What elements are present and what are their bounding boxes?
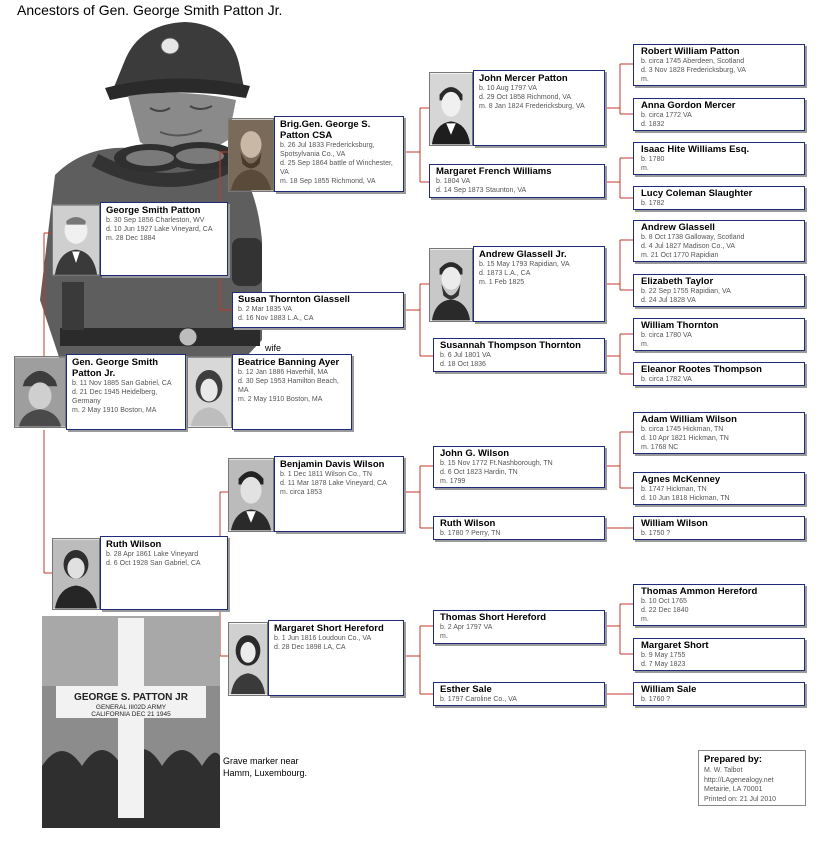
- person-name: Ruth Wilson: [106, 539, 162, 550]
- person-death: d. 28 Dec 1898 LA, CA: [274, 644, 346, 651]
- person-death: d. 18 Oct 1836: [440, 361, 486, 368]
- person-death: d. 3 Nov 1828 Fredericksburg, VA: [641, 67, 746, 74]
- person-marriage: m.: [440, 633, 448, 640]
- page-title: Ancestors of Gen. George Smith Patton Jr.: [17, 2, 283, 18]
- person-death: d. 10 Jun 1818 Hickman, TN: [641, 495, 730, 502]
- person-birth: b. 28 Apr 1861 Lake Vineyard: [106, 551, 199, 558]
- person-marriage: m. 21 Oct 1770 Rapidian: [641, 252, 719, 259]
- person-birth: b. circa 1772 VA: [641, 112, 692, 119]
- person-name: Margaret Short: [641, 640, 709, 651]
- person-birth: b. 15 Nov 1772 Ft.Nashborough, TN: [440, 460, 553, 467]
- person-box-eleanor[interactable]: [633, 362, 805, 386]
- prepared-by-location: Metairie, LA 70001: [704, 786, 763, 793]
- person-birth: b. 12 Jan 1886 Haverhill, MA: [238, 369, 328, 376]
- person-name: Eleanor Rootes Thompson: [641, 364, 762, 375]
- person-box-william-wilson[interactable]: [633, 516, 805, 540]
- person-box-william-thornton[interactable]: [633, 318, 805, 351]
- person-birth: b. 1750 ?: [641, 530, 671, 537]
- person-birth: b. 9 May 1755: [641, 652, 686, 659]
- person-box-isaac[interactable]: [633, 142, 805, 175]
- person-name: Agnes McKenney: [641, 474, 721, 485]
- person-box-lucy[interactable]: [633, 186, 805, 210]
- person-death: d. 24 Jul 1828 VA: [641, 297, 696, 304]
- person-box-george-smith[interactable]: [100, 202, 228, 276]
- wife-label: wife: [265, 343, 282, 353]
- person-box-agnes[interactable]: [633, 472, 805, 505]
- person-birth: b. 11 Nov 1885 San Gabriel, CA: [72, 380, 172, 387]
- person-name: Margaret Short Hereford: [274, 623, 384, 634]
- person-birth: b. 22 Sep 1755 Rapidian, VA: [641, 288, 731, 295]
- person-death: d. 14 Sep 1873 Staunton, VA: [436, 187, 527, 194]
- person-marriage: m. 2 May 1910 Boston, MA: [72, 407, 157, 414]
- person-box-thomas-ammon[interactable]: [633, 584, 805, 626]
- person-birth: b. 1780 ? Perry, TN: [440, 530, 501, 537]
- portrait-photo: [228, 458, 274, 532]
- portrait-photo: [52, 204, 100, 276]
- person-box-susannah[interactable]: [433, 338, 605, 372]
- portrait-photo: [429, 72, 473, 146]
- person-birth: b. circa 1782 VA: [641, 376, 692, 383]
- person-box-margaret-short[interactable]: [633, 638, 805, 671]
- person-name: Andrew Glassell: [641, 222, 715, 233]
- person-death: d. 10 Jun 1927 Lake Vineyard, CA: [106, 226, 213, 233]
- prepared-by-website: http://LAgenealogy.net: [704, 776, 774, 784]
- person-death: d. 6 Oct 1823 Hardin, TN: [440, 469, 518, 476]
- person-name: William Wilson: [641, 518, 708, 529]
- person-box-elizabeth[interactable]: [633, 274, 805, 307]
- grave-inscription-rank: GENERAL III02D ARMY: [95, 704, 167, 711]
- person-birth: b. 6 Jul 1801 VA: [440, 352, 491, 359]
- person-death: d. 11 Mar 1878 Lake Vineyard, CA: [280, 480, 387, 487]
- person-birth: b. 1780: [641, 156, 665, 163]
- person-name: Isaac Hite Williams Esq.: [641, 144, 750, 155]
- person-box-john-g-wilson[interactable]: [433, 446, 605, 488]
- person-box-margaret-hereford[interactable]: [268, 620, 404, 696]
- person-birth: b. 8 Oct 1738 Galloway, Scotland: [641, 234, 745, 241]
- person-birth: b. 30 Sep 1856 Charleston, WV: [106, 217, 205, 224]
- person-name: George Smith Patton: [106, 205, 201, 216]
- person-box-margaret-williams[interactable]: [429, 164, 605, 198]
- prepared-by-author: M. W. Talbot: [704, 767, 743, 774]
- person-birth: b. 1747 Hickman, TN: [641, 486, 707, 493]
- person-birth: b. circa 1780 VA: [641, 332, 692, 339]
- portrait-photo: [228, 118, 274, 192]
- person-death: d. 7 May 1823: [641, 661, 686, 668]
- person-birth: b. circa 1745 Aberdeen, Scotland: [641, 58, 745, 65]
- person-death: d. 22 Dec 1840: [641, 607, 689, 614]
- person-marriage: m. 28 Dec 1884: [106, 235, 156, 242]
- person-name: William Sale: [641, 684, 697, 695]
- person-box-robert[interactable]: [633, 44, 805, 86]
- person-death: d. 10 Apr 1821 Hickman, TN: [641, 435, 729, 442]
- person-marriage: m. 18 Sep 1855 Richmond, VA: [280, 178, 376, 185]
- person-marriage: m.: [641, 76, 649, 83]
- person-birth: b. 1 Dec 1811 Wilson Co., TN: [280, 471, 372, 478]
- person-marriage: m. 2 May 1910 Boston, MA: [238, 396, 323, 403]
- person-marriage: m. circa 1853: [280, 489, 323, 496]
- person-marriage: m. 1768 NC: [641, 444, 679, 451]
- person-marriage: m.: [641, 165, 649, 172]
- person-name: Thomas Ammon Hereford: [641, 586, 758, 597]
- portrait-photo: [14, 356, 66, 428]
- person-death: d. 1873 L.A., CA: [479, 270, 531, 277]
- portrait-photo: [187, 356, 232, 428]
- grave-caption-line-2: Hamm, Luxembourg.: [223, 768, 308, 778]
- person-death: d. 16 Nov 1883 L.A., CA: [238, 315, 314, 322]
- person-box-anna[interactable]: [633, 98, 805, 131]
- person-box-thomas-short[interactable]: [433, 610, 605, 644]
- person-death: d. 25 Sep 1864 battle of Winchester, VA: [280, 160, 393, 176]
- person-box-patton-jr[interactable]: [66, 354, 186, 430]
- person-name: Thomas Short Hereford: [440, 612, 547, 623]
- person-birth: b. 1760 ?: [641, 696, 671, 703]
- person-name: Anna Gordon Mercer: [641, 100, 736, 111]
- person-box-susan-glassell[interactable]: [232, 292, 404, 328]
- person-box-esther-sale[interactable]: [433, 682, 605, 706]
- person-marriage: m. 8 Jan 1824 Fredericksburg, VA: [479, 103, 585, 110]
- person-box-beatrice[interactable]: [232, 354, 352, 430]
- person-box-adam[interactable]: [633, 412, 805, 454]
- grave-inscription-name: GEORGE S. PATTON JR: [74, 692, 188, 703]
- person-birth: b. 10 Oct 1765: [641, 598, 687, 605]
- person-name: William Thornton: [641, 320, 719, 331]
- person-box-ruth-wilson[interactable]: [100, 536, 228, 610]
- grave-inscription-date: CALIFORNIA DEC 21 1945: [91, 711, 171, 718]
- person-name: Brig.Gen. George S. Patton CSA: [280, 119, 371, 141]
- person-box-andrew-glassell[interactable]: [633, 220, 805, 262]
- person-birth: b. 2 Apr 1797 VA: [440, 624, 493, 631]
- person-name: John Mercer Patton: [479, 73, 568, 84]
- person-death: d. 29 Oct 1858 Richmond, VA: [479, 94, 572, 101]
- person-birth: b. 1804 VA: [436, 178, 471, 185]
- person-name: Ruth Wilson: [440, 518, 496, 529]
- person-name: Benjamin Davis Wilson: [280, 459, 385, 470]
- person-birth: b. 2 Mar 1835 VA: [238, 306, 292, 313]
- person-name: Susan Thornton Glassell: [238, 294, 350, 305]
- person-marriage: m. 1799: [440, 478, 466, 485]
- person-name: Lucy Coleman Slaughter: [641, 188, 753, 199]
- prepared-by-heading: Prepared by:: [704, 754, 763, 765]
- person-birth: b. 15 May 1793 Rapidian, VA: [479, 261, 570, 268]
- portrait-photo: [52, 538, 100, 610]
- person-box-william-sale[interactable]: [633, 682, 805, 706]
- portrait-photo: [228, 622, 268, 696]
- person-box-benjamin-wilson[interactable]: [274, 456, 404, 532]
- grave-marker-photo: [42, 616, 220, 828]
- person-birth: b. 1782: [641, 200, 665, 207]
- person-box-ruth-wilson-2[interactable]: [433, 516, 605, 540]
- person-name: Beatrice Banning Ayer: [238, 357, 340, 368]
- person-birth: b. circa 1745 Hickman, TN: [641, 426, 724, 433]
- person-birth: b. 10 Aug 1797 VA: [479, 85, 537, 92]
- person-name: Gen. George Smith Patton Jr.: [72, 357, 159, 379]
- person-marriage: m.: [641, 341, 649, 348]
- person-marriage: m.: [641, 616, 649, 623]
- person-name: Margaret French Williams: [436, 166, 552, 177]
- grave-caption-line-1: Grave marker near: [223, 756, 299, 766]
- prepared-by-printed-date: Printed on: 21 Jul 2010: [704, 795, 776, 803]
- person-name: Andrew Glassell Jr.: [479, 249, 567, 260]
- person-name: Esther Sale: [440, 684, 492, 695]
- person-birth: b. 26 Jul 1833 Fredericksburg, Spotsylvania Co., VA: [280, 142, 375, 158]
- person-death: d. 30 Sep 1953 Hamilton Beach, MA: [238, 378, 339, 394]
- prepared-by-box: [698, 750, 806, 806]
- person-name: Adam William Wilson: [641, 414, 737, 425]
- person-name: Susannah Thompson Thornton: [440, 340, 581, 351]
- person-marriage: m. 1 Feb 1825: [479, 279, 525, 286]
- portrait-photo: [429, 248, 473, 322]
- person-birth: b. 1 Jun 1816 Loudoun Co., VA: [274, 635, 372, 642]
- person-death: d. 21 Dec 1945 Heidelberg, Germany: [72, 389, 158, 405]
- person-box-brig-gen[interactable]: [274, 116, 404, 192]
- person-death: d. 1832: [641, 121, 665, 128]
- person-name: John G. Wilson: [440, 448, 510, 459]
- person-death: d. 4 Jul 1827 Madison Co., VA: [641, 243, 736, 250]
- person-name: Elizabeth Taylor: [641, 276, 714, 287]
- person-death: d. 6 Oct 1928 San Gabriel, CA: [106, 560, 201, 567]
- person-box-john-mercer[interactable]: [473, 70, 605, 146]
- person-birth: b. 1797 Caroline Co., VA: [440, 696, 517, 703]
- person-name: Robert William Patton: [641, 46, 740, 57]
- person-box-andrew-jr[interactable]: [473, 246, 605, 322]
